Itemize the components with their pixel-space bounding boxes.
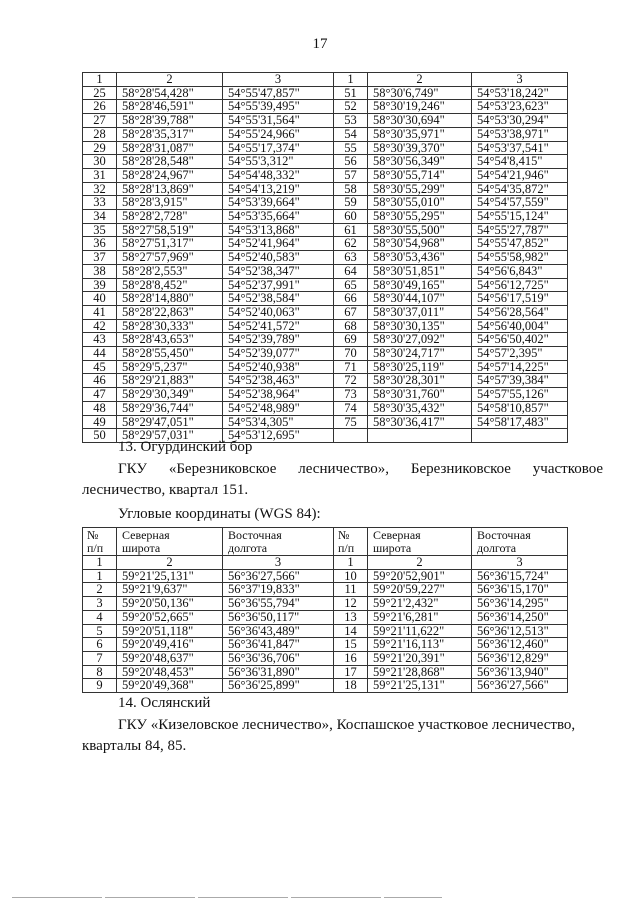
point-number-cell: 64 [334,264,368,278]
north-latitude-cell: 58°30'35,432" [368,401,472,415]
point-number-cell: 42 [83,319,117,333]
point-number-cell: 35 [83,223,117,237]
north-latitude-cell: 58°30'36,417" [368,415,472,429]
north-latitude-cell: 58°28'31,087" [117,141,223,155]
coords-caption: Угловые координаты (WGS 84): [118,506,321,522]
north-latitude-cell: 59°21'16,113" [368,638,472,652]
east-longitude-cell: 54°55'15,124" [472,210,568,224]
north-latitude-cell: 58°30'53,436" [368,251,472,265]
point-number-cell: 60 [334,210,368,224]
north-latitude-cell: 58°28'2,553" [117,264,223,278]
north-latitude-cell: 58°30'19,246" [368,100,472,114]
north-latitude-cell: 58°28'39,788" [117,114,223,128]
east-longitude-cell: 56°36'14,295" [472,597,568,611]
north-latitude-cell: 58°28'22,863" [117,305,223,319]
north-latitude-cell: 58°30'51,851" [368,264,472,278]
point-number-cell: 18 [334,679,368,693]
text-fragment: Березниковское [410,461,511,477]
point-number-cell: 43 [83,333,117,347]
point-number-cell: 27 [83,114,117,128]
north-latitude-cell: 58°28'35,317" [117,127,223,141]
header-lat [117,528,223,556]
north-latitude-cell: 58°30'37,011" [368,305,472,319]
table-row [83,127,568,141]
header-text: широта [122,540,161,555]
column-index-cell: 3 [472,73,568,87]
point-number-cell: 68 [334,319,368,333]
table-row [83,610,568,624]
east-longitude-cell: 54°56'50,402" [472,333,568,347]
north-latitude-cell: 59°21'6,281" [368,610,472,624]
east-longitude-cell: 54°55'47,857" [223,86,334,100]
point-number-cell: 32 [83,182,117,196]
north-latitude-cell: 59°21'11,622" [368,624,472,638]
section-14-line1: ГКУ «Кизеловское лесничество», Коспашское участковое лесничество, [118,717,576,733]
table-row [83,319,568,333]
point-number-cell: 63 [334,251,368,265]
north-latitude-cell: 59°21'9,637" [117,583,223,597]
north-latitude-cell: 58°30'49,165" [368,278,472,292]
north-latitude-cell: 58°29'5,237" [117,360,223,374]
header-text: долгота [228,540,268,555]
north-latitude-cell: 59°20'51,118" [117,624,223,638]
east-longitude-cell: 54°56'40,004" [472,319,568,333]
table-row [83,388,568,402]
header-lon [223,528,334,556]
north-latitude-cell: 58°30'24,717" [368,347,472,361]
north-latitude-cell: 58°29'21,883" [117,374,223,388]
point-number-cell: 74 [334,401,368,415]
point-number-cell: 54 [334,127,368,141]
north-latitude-cell: 58°28'43,653" [117,333,223,347]
north-latitude-cell: 58°30'31,760" [368,388,472,402]
north-latitude-cell: 58°30'55,010" [368,196,472,210]
east-longitude-cell: 54°56'12,725" [472,278,568,292]
north-latitude-cell: 58°30'6,749" [368,86,472,100]
east-longitude-cell: 54°58'17,483" [472,415,568,429]
table-row [83,638,568,652]
point-number-cell: 13 [334,610,368,624]
table-row [83,168,568,182]
coordinates-table-section-13 [82,527,568,693]
east-longitude-cell: 56°36'25,899" [223,679,334,693]
point-number-cell: 49 [83,415,117,429]
table-row [83,624,568,638]
footer-divider [12,897,442,898]
north-latitude-cell: 59°20'48,453" [117,665,223,679]
point-number-cell: 3 [83,597,117,611]
column-index-cell: 2 [117,556,223,570]
point-number-cell: 1 [83,569,117,583]
north-latitude-cell: 58°28'8,452" [117,278,223,292]
east-longitude-cell: 54°52'41,572" [223,319,334,333]
east-longitude-cell: 54°53'4,305" [223,415,334,429]
east-longitude-cell: 54°57'2,395" [472,347,568,361]
north-latitude-cell: 58°30'44,107" [368,292,472,306]
table-row [83,597,568,611]
text-fragment: «Березниковское [168,461,277,477]
east-longitude-cell: 54°52'38,584" [223,292,334,306]
north-latitude-cell: 58°28'46,591" [117,100,223,114]
text-fragment: ГКУ [118,461,147,477]
header-text: Восточная [228,528,282,542]
point-number-cell: 2 [83,583,117,597]
north-latitude-cell: 58°30'35,971" [368,127,472,141]
point-number-cell: 29 [83,141,117,155]
point-number-cell: 72 [334,374,368,388]
east-longitude-cell: 54°53'23,623" [472,100,568,114]
east-longitude-cell: 54°54'48,332" [223,168,334,182]
point-number-cell: 9 [83,679,117,693]
east-longitude-cell: 54°52'40,938" [223,360,334,374]
header-lat [368,528,472,556]
column-index-cell: 1 [334,73,368,87]
north-latitude-cell: 58°29'47,051" [117,415,223,429]
east-longitude-cell: 56°36'27,566" [223,569,334,583]
east-longitude-cell: 54°55'39,495" [223,100,334,114]
east-longitude-cell: 54°52'39,077" [223,347,334,361]
point-number-cell: 17 [334,665,368,679]
column-index-cell: 1 [334,556,368,570]
east-longitude-cell: 54°54'57,559" [472,196,568,210]
table-row [83,679,568,693]
east-longitude-cell: 54°58'10,857" [472,401,568,415]
header-text: № [338,528,350,542]
point-number-cell: 66 [334,292,368,306]
north-latitude-cell: 58°28'30,333" [117,319,223,333]
point-number-cell: 14 [334,624,368,638]
east-longitude-cell: 54°53'39,664" [223,196,334,210]
east-longitude-cell: 56°36'27,566" [472,679,568,693]
table-row [83,196,568,210]
header-text: широта [373,540,412,555]
north-latitude-cell: 58°30'54,968" [368,237,472,251]
point-number-cell: 37 [83,251,117,265]
north-latitude-cell: 58°28'14,880" [117,292,223,306]
east-longitude-cell: 54°55'31,564" [223,114,334,128]
north-latitude-cell: 59°20'49,416" [117,638,223,652]
column-index-row [83,73,568,87]
header-text: п/п [87,540,104,555]
table-row [83,292,568,306]
point-number-cell: 53 [334,114,368,128]
point-number-cell: 40 [83,292,117,306]
north-latitude-cell: 58°28'54,428" [117,86,223,100]
north-latitude-cell: 59°21'28,868" [368,665,472,679]
north-latitude-cell: 58°27'58,519" [117,223,223,237]
point-number-cell: 7 [83,651,117,665]
header-lon [472,528,568,556]
east-longitude-cell: 54°53'35,664" [223,210,334,224]
section-14-title: 14. Ослянский [118,695,211,711]
east-longitude-cell: 54°53'37,541" [472,141,568,155]
header-num [83,528,117,556]
point-number-cell: 41 [83,305,117,319]
east-longitude-cell: 54°52'37,991" [223,278,334,292]
east-longitude-cell: 54°55'3,312" [223,155,334,169]
table-row [83,141,568,155]
east-longitude-cell: 56°36'12,829" [472,651,568,665]
table-row [83,223,568,237]
table-row [83,665,568,679]
east-longitude-cell: 54°57'14,225" [472,360,568,374]
north-latitude-cell: 58°27'57,969" [117,251,223,265]
coordinates-table-continued [82,72,568,443]
north-latitude-cell: 58°30'30,694" [368,114,472,128]
header-text: Восточная [477,528,531,542]
table-row [83,333,568,347]
east-longitude-cell: 56°36'12,460" [472,638,568,652]
column-index-cell: 2 [368,556,472,570]
table-row [83,360,568,374]
column-index-cell: 3 [223,556,334,570]
point-number-cell: 67 [334,305,368,319]
header-text: долгота [477,540,517,555]
north-latitude-cell: 58°28'28,548" [117,155,223,169]
north-latitude-cell: 58°30'25,119" [368,360,472,374]
section-14-line2: кварталы 84, 85. [82,738,187,754]
table-header-row [83,528,568,556]
east-longitude-cell: 54°54'13,219" [223,182,334,196]
east-longitude-cell: 54°56'6,843" [472,264,568,278]
point-number-cell: 25 [83,86,117,100]
north-latitude-cell: 58°30'55,500" [368,223,472,237]
east-longitude-cell: 54°53'30,294" [472,114,568,128]
north-latitude-cell: 58°28'3,915" [117,196,223,210]
north-latitude-cell: 58°30'55,299" [368,182,472,196]
point-number-cell: 58 [334,182,368,196]
east-longitude-cell: 54°53'12,695" [223,429,334,443]
point-number-cell: 44 [83,347,117,361]
table-row [83,583,568,597]
north-latitude-cell: 59°20'48,637" [117,651,223,665]
north-latitude-cell: 59°21'20,391" [368,651,472,665]
section-13-line2: лесничество, квартал 151. [82,482,249,498]
north-latitude-cell: 58°28'24,967" [117,168,223,182]
north-latitude-cell: 59°21'25,131" [117,569,223,583]
north-latitude-cell: 58°30'39,370" [368,141,472,155]
north-latitude-cell: 59°21'25,131" [368,679,472,693]
text-fragment: участковое [532,461,604,477]
north-latitude-cell: 58°30'30,135" [368,319,472,333]
east-longitude-cell: 56°37'19,833" [223,583,334,597]
header-text: № [87,528,99,542]
point-number-cell: 48 [83,401,117,415]
section-13-line1 [82,459,603,479]
point-number-cell: 46 [83,374,117,388]
column-index-cell: 3 [472,556,568,570]
east-longitude-cell: 54°52'48,989" [223,401,334,415]
east-longitude-cell: 54°52'40,583" [223,251,334,265]
east-longitude-cell: 54°55'17,374" [223,141,334,155]
page-number: 17 [312,36,328,52]
east-longitude-cell: 56°36'15,724" [472,569,568,583]
north-latitude-cell: 58°28'13,869" [117,182,223,196]
point-number-cell: 47 [83,388,117,402]
table-row [83,278,568,292]
table-row [83,569,568,583]
north-latitude-cell: 58°30'28,301" [368,374,472,388]
east-longitude-cell: 54°52'39,789" [223,333,334,347]
east-longitude-cell: 54°55'47,852" [472,237,568,251]
point-number-cell: 39 [83,278,117,292]
east-longitude-cell: 54°53'38,971" [472,127,568,141]
table-row [83,401,568,415]
east-longitude-cell: 56°36'55,794" [223,597,334,611]
north-latitude-cell: 59°20'52,665" [117,610,223,624]
table-row [83,264,568,278]
point-number-cell: 10 [334,569,368,583]
north-latitude-cell: 58°27'51,317" [117,237,223,251]
point-number-cell: 33 [83,196,117,210]
north-latitude-cell: 59°20'59,227" [368,583,472,597]
table-row [83,182,568,196]
east-longitude-cell: 54°54'21,946" [472,168,568,182]
header-text: Северная [122,528,170,542]
point-number-cell: 6 [83,638,117,652]
header-num [334,528,368,556]
east-longitude-cell: 54°52'38,347" [223,264,334,278]
north-latitude-cell: 58°29'57,031" [117,429,223,443]
table-row [83,251,568,265]
north-latitude-cell: 58°29'30,349" [117,388,223,402]
point-number-cell: 71 [334,360,368,374]
table-row [83,347,568,361]
point-number-cell: 34 [83,210,117,224]
point-number-cell: 69 [334,333,368,347]
point-number-cell: 61 [334,223,368,237]
column-index-cell: 1 [83,556,117,570]
point-number-cell: 57 [334,168,368,182]
north-latitude-cell: 59°21'2,432" [368,597,472,611]
point-number-cell: 52 [334,100,368,114]
point-number-cell: 51 [334,86,368,100]
north-latitude-cell: 58°30'27,092" [368,333,472,347]
point-number-cell: 4 [83,610,117,624]
east-longitude-cell: 56°36'12,513" [472,624,568,638]
point-number-cell: 15 [334,638,368,652]
north-latitude-cell: 59°20'50,136" [117,597,223,611]
east-longitude-cell: 56°36'13,940" [472,665,568,679]
column-index-cell: 2 [117,73,223,87]
point-number-cell: 73 [334,388,368,402]
table-row [83,155,568,169]
column-index-cell: 2 [368,73,472,87]
east-longitude-cell: 54°52'40,063" [223,305,334,319]
column-index-row [83,556,568,570]
east-longitude-cell: 54°52'38,463" [223,374,334,388]
table-row [83,210,568,224]
table-row [83,114,568,128]
east-longitude-cell: 54°52'41,964" [223,237,334,251]
point-number-cell: 11 [334,583,368,597]
east-longitude-cell: 54°52'38,964" [223,388,334,402]
point-number-cell: 59 [334,196,368,210]
table-row [83,651,568,665]
east-longitude-cell: 54°53'18,242" [472,86,568,100]
north-latitude-cell: 58°30'55,295" [368,210,472,224]
north-latitude-cell: 59°20'52,901" [368,569,472,583]
north-latitude-cell: 58°29'36,744" [117,401,223,415]
north-latitude-cell: 58°28'55,450" [117,347,223,361]
east-longitude-cell: 54°56'28,564" [472,305,568,319]
column-index-cell: 3 [223,73,334,87]
point-number-cell: 30 [83,155,117,169]
east-longitude-cell: 54°55'58,982" [472,251,568,265]
point-number-cell: 5 [83,624,117,638]
point-number-cell: 38 [83,264,117,278]
point-number-cell: 55 [334,141,368,155]
east-longitude-cell: 56°36'14,250" [472,610,568,624]
point-number-cell: 28 [83,127,117,141]
point-number-cell: 62 [334,237,368,251]
table-row [83,305,568,319]
east-longitude-cell: 54°54'35,872" [472,182,568,196]
point-number-cell: 56 [334,155,368,169]
east-longitude-cell: 56°36'41,847" [223,638,334,652]
east-longitude-cell: 54°54'8,415" [472,155,568,169]
point-number-cell: 16 [334,651,368,665]
point-number-cell: 12 [334,597,368,611]
east-longitude-cell: 54°53'13,868" [223,223,334,237]
header-text: Северная [373,528,421,542]
column-index-cell: 1 [83,73,117,87]
table-row [83,415,568,429]
point-number-cell: 8 [83,665,117,679]
header-text: п/п [338,540,355,555]
east-longitude-cell: 54°55'27,787" [472,223,568,237]
north-latitude-cell: 58°30'55,714" [368,168,472,182]
point-number-cell: 31 [83,168,117,182]
east-longitude-cell: 54°57'39,384" [472,374,568,388]
east-longitude-cell: 56°36'50,117" [223,610,334,624]
text-fragment: лесничество», [298,461,390,477]
east-longitude-cell: 56°36'43,489" [223,624,334,638]
east-longitude-cell: 54°55'24,966" [223,127,334,141]
table-row [83,86,568,100]
point-number-cell: 75 [334,415,368,429]
north-latitude-cell: 58°30'56,349" [368,155,472,169]
north-latitude-cell: 58°28'2,728" [117,210,223,224]
point-number-cell: 50 [83,429,117,443]
east-longitude-cell: 56°36'31,890" [223,665,334,679]
point-number-cell: 70 [334,347,368,361]
north-latitude-cell: 59°20'49,368" [117,679,223,693]
table-row [83,237,568,251]
table-row [83,100,568,114]
point-number-cell: 36 [83,237,117,251]
point-number-cell: 45 [83,360,117,374]
section-13-title: 13. Огурдинский бор [118,439,253,455]
point-number-cell: 65 [334,278,368,292]
east-longitude-cell: 54°56'17,519" [472,292,568,306]
point-number-cell: 26 [83,100,117,114]
east-longitude-cell: 54°57'55,126" [472,388,568,402]
table-row [83,374,568,388]
east-longitude-cell: 56°36'36,706" [223,651,334,665]
east-longitude-cell: 56°36'15,170" [472,583,568,597]
